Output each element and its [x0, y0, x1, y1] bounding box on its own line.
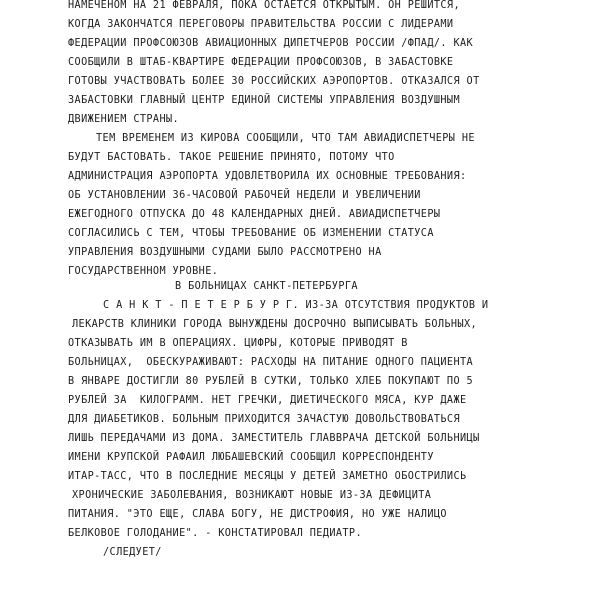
- text-line: СООБЩИЛИ В ШТАБ-КВАРТИРЕ ФЕДЕРАЦИИ ПРОФСОЮЗОВ, В ЗАБАСТОВКЕ: [68, 57, 454, 68]
- text-line: ДВИЖЕНИЕМ СТРАНЫ.: [68, 114, 180, 125]
- text-line: ГОТОВЫ УЧАСТВОВАТЬ БОЛЕЕ 30 РОССИЙСКИХ АЭРОПОРТОВ. ОТКАЗАЛСЯ ОТ: [68, 76, 480, 87]
- paragraph-first-line: ТЕМ ВРЕМЕНЕМ ИЗ КИРОВА СООБЩИЛИ, ЧТО ТАМ АВИАДИСПЕТЧЕРЫ НЕ: [96, 133, 475, 144]
- text-line: РУБЛЕЙ ЗА КИЛОГРАММ. НЕТ ГРЕЧКИ, ДИЕТИЧЕСКОГО МЯСА, КУР ДАЖЕ: [68, 395, 467, 406]
- text-line: ЛИШЬ ПЕРЕДАЧАМИ ИЗ ДОМА. ЗАМЕСТИТЕЛЬ ГЛАВВРАЧА ДЕТСКОЙ БОЛЬНИЦЫ: [68, 433, 480, 444]
- text-line: ОТКАЗЫВАТЬ ИМ В ОПЕРАЦИЯХ. ЦИФРЫ, КОТОРЫЕ ПРИВОДЯТ В: [68, 338, 408, 349]
- text-line: НАМЕЧЕНОМ НА 21 ФЕВРАЛЯ, ПОКА ОСТАЕТСЯ ОТКРЫТЫМ. ОН РЕШИТСЯ,: [68, 0, 461, 11]
- continuation-mark: /СЛЕДУЕТ/: [103, 547, 162, 558]
- text-line: ДЛЯ ДИАБЕТИКОВ. БОЛЬНЫМ ПРИХОДИТСЯ ЗАЧАСТУЮ ДОВОЛЬСТВОВАТЬСЯ: [68, 414, 461, 425]
- text-line: АДМИНИСТРАЦИЯ АЭРОПОРТА УДОВЛЕТВОРИЛА ИХ ОСНОВНЫЕ ТРЕБОВАНИЯ:: [68, 171, 467, 182]
- text-line: ЕЖЕГОДНОГО ОТПУСКА ДО 48 КАЛЕНДАРНЫХ ДНЕЙ. АВИАДИСПЕТЧЕРЫ: [68, 209, 441, 220]
- section-heading: В БОЛЬНИЦАХ САНКТ-ПЕТЕРБУРГА: [175, 281, 358, 292]
- text-line: УПРАВЛЕНИЯ ВОЗДУШНЫМИ СУДАМИ БЫЛО РАССМОТРЕНО НА: [68, 247, 382, 258]
- text-line: ФЕДЕРАЦИИ ПРОФСОЮЗОВ АВИАЦИОННЫХ ДИПЕТЧЕРОВ РОССИИ /ФПАД/. КАК: [68, 38, 474, 49]
- text-line: ИТАР-ТАСС, ЧТО В ПОСЛЕДНИЕ МЕСЯЦЫ У ДЕТЕЙ ЗАМЕТНО ОБОСТРИЛИСЬ: [68, 471, 467, 482]
- text-line: ЛЕКАРСТВ КЛИНИКИ ГОРОДА ВЫНУЖДЕНЫ ДОСРОЧНО ВЫПИСЫВАТЬ БОЛЬНЫХ,: [72, 319, 478, 330]
- text-line: КОГДА ЗАКОНЧАТСЯ ПЕРЕГОВОРЫ ПРАВИТЕЛЬСТВА РОССИИ С ЛИДЕРАМИ: [68, 19, 454, 30]
- text-line: ИМЕНИ КРУПСКОЙ РАФАИЛ ЛЮБАШЕВСКИЙ СООБЩИЛ КОРРЕСПОНДЕНТУ: [68, 452, 434, 463]
- text-line: ХРОНИЧЕСКИЕ ЗАБОЛЕВАНИЯ, ВОЗНИКАЮТ НОВЫЕ ИЗ-ЗА ДЕФИЦИТА: [72, 490, 432, 501]
- text-line: ОБ УСТАНОВЛЕНИИ 36-ЧАСОВОЙ РАБОЧЕЙ НЕДЕЛИ И УВЕЛИЧЕНИИ: [68, 190, 421, 201]
- text-line: ГОСУДАРСТВЕННОМ УРОВНЕ.: [68, 266, 219, 277]
- text-line: БЕЛКОВОЕ ГОЛОДАНИЕ". - КОНСТАТИРОВАЛ ПЕДИАТР.: [68, 528, 363, 539]
- dateline-line: С А Н К Т - П Е Т Е Р Б У Р Г. ИЗ-ЗА ОТСУТСТВИЯ ПРОДУКТОВ И: [103, 300, 489, 311]
- text-line: СОГЛАСИЛИСЬ С ТЕМ, ЧТОБЫ ТРЕБОВАНИЕ ОБ ИЗМЕНЕНИИ СТАТУСА: [68, 228, 434, 239]
- text-line: БУДУТ БАСТОВАТЬ. ТАКОЕ РЕШЕНИЕ ПРИНЯТО, ПОТОМУ ЧТО: [68, 152, 395, 163]
- text-line: В ЯНВАРЕ ДОСТИГЛИ 80 РУБЛЕЙ В СУТКИ, ТОЛЬКО ХЛЕБ ПОКУПАЮТ ПО 5: [68, 376, 474, 387]
- text-line: ПИТАНИЯ. "ЭТО ЕЩЕ, СЛАВА БОГУ, НЕ ДИСТРОФИЯ, НО УЖЕ НАЛИЦО: [68, 509, 447, 520]
- text-line: ЗАБАСТОВКИ ГЛАВНЫЙ ЦЕНТР ЕДИНОЙ СИСТЕМЫ УПРАВЛЕНИЯ ВОЗДУШНЫМ: [68, 95, 461, 106]
- text-line: БОЛЬНИЦАХ, ОБЕСКУРАЖИВАЮТ: РАСХОДЫ НА ПИТАНИЕ ОДНОГО ПАЦИЕНТА: [68, 357, 474, 368]
